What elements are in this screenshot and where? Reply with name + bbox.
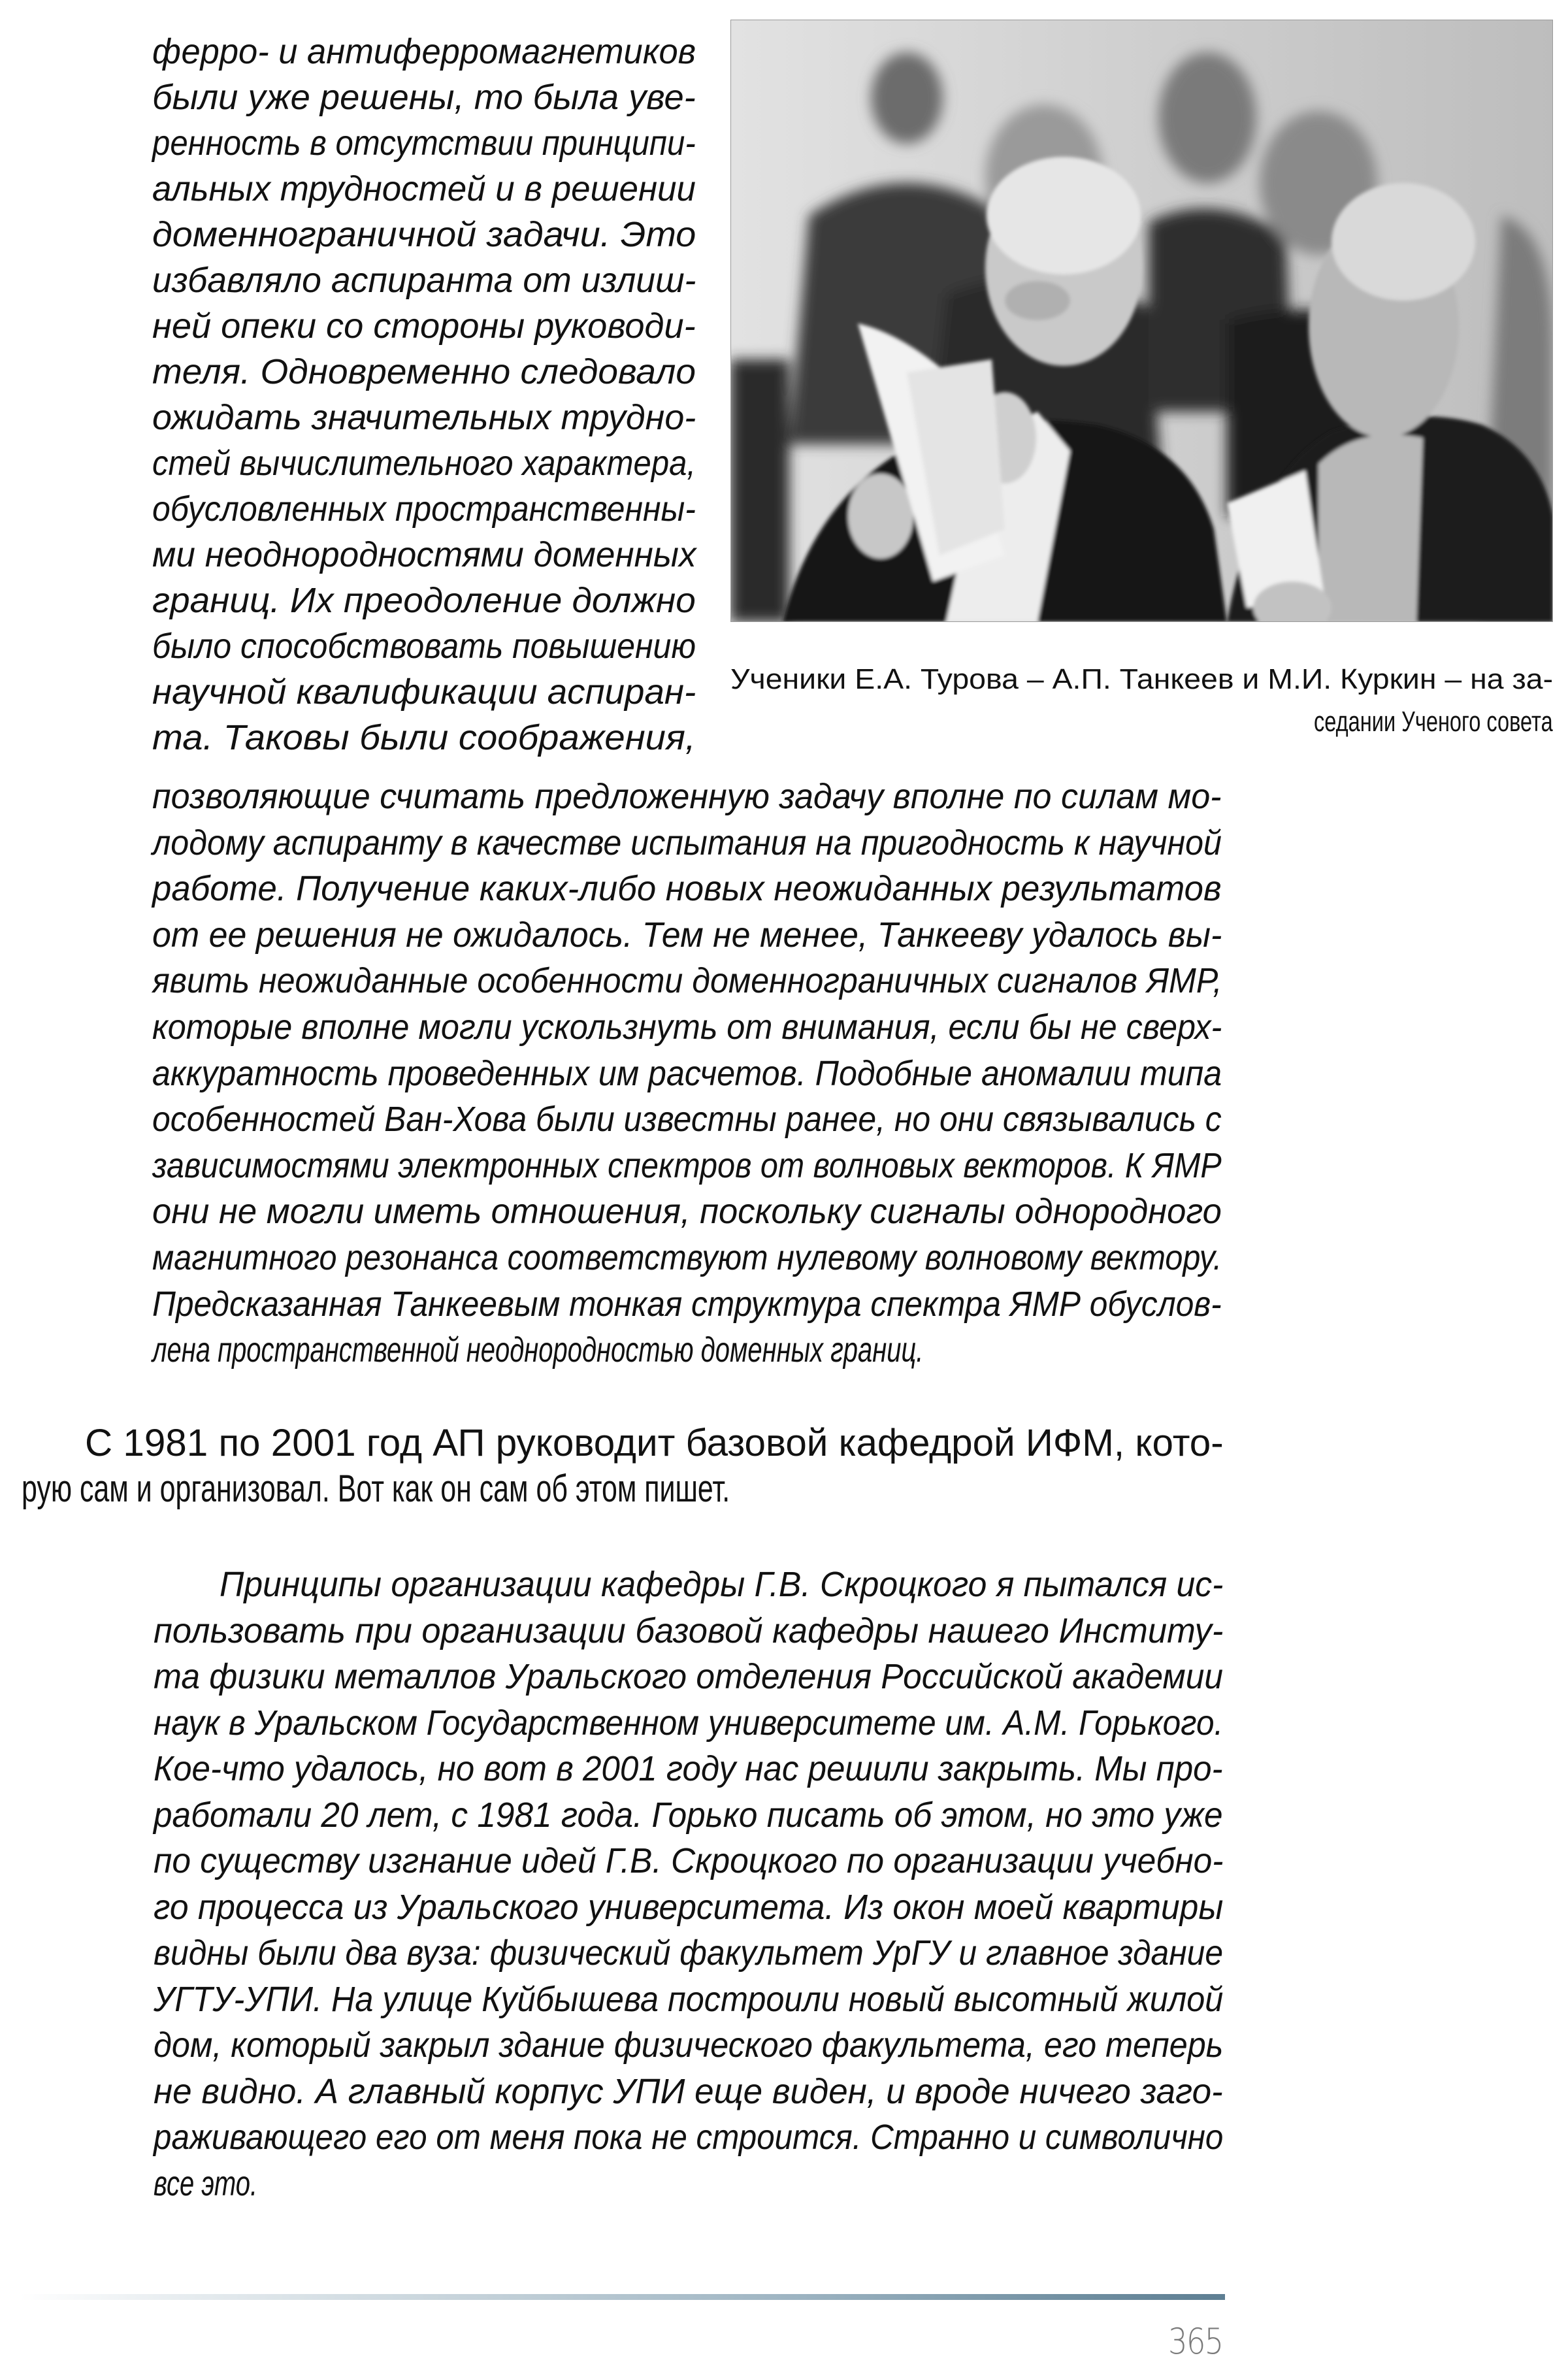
footer-rule [20, 2294, 1225, 2300]
quote-text-line: по существу изгнание идей Г.В. Скроцкого по организации учебно- [154, 1841, 1224, 1880]
quote-text-line: работали 20 лет, с 1981 года. Горько писать об этом, но это уже [154, 1795, 1223, 1835]
quote-text-line: дом, который закрыл здание физического факультета, его теперь [154, 2026, 1224, 2065]
quote-text-line: го процесса из Уральского университета. Из окон моей квартиры [154, 1887, 1224, 1927]
quote-text-line: раживающего его от меня пока не строится. Странно и символично [154, 2118, 1224, 2157]
photo-caption-line-2: седании Ученого совета [1314, 706, 1554, 738]
page-number: 365 [1168, 2321, 1223, 2362]
italic-text-line: работе. Получение каких-либо новых неожиданных результатов [152, 869, 1222, 909]
quote-text-line: видны были два вуза: физический факультет УрГУ и главное здание [154, 1933, 1224, 1973]
narrow-text-line: та. Таковы были соображения, [152, 718, 696, 757]
quote-text-line: пользовать при организации базовой кафедры нашего Институ- [154, 1611, 1224, 1650]
italic-text-line: особенностей Ван-Хова были известны ранее, но они связывались с [152, 1100, 1222, 1140]
narrow-text-line: было способствовать повышению [152, 627, 696, 666]
quote-text-line: Принципы организации кафедры Г.В. Скроцкого я пытался ис- [220, 1565, 1224, 1604]
italic-text-line: Предсказанная Танкеевым тонкая структура спектра ЯМР обуслов- [152, 1284, 1222, 1324]
quote-text-line: наук в Уральском Государственном университете им. А.М. Горького. [154, 1703, 1224, 1743]
photo-caption-line-1: Ученики Е.А. Турова – А.П. Танкеев и М.И. Куркин – на за- [730, 663, 1554, 695]
italic-text-line: лена пространственной неоднородностью доменных границ. [152, 1330, 924, 1370]
italic-text-line: которые вполне могли ускользнуть от внимания, если бы не сверх- [152, 1008, 1222, 1047]
narrow-text-line: теля. Одновременно следовало [152, 352, 696, 391]
italic-text-line: аккуратность проведенных им расчетов. Подобные аномалии типа [152, 1053, 1222, 1093]
narrow-text-line: были уже решены, то была уве- [152, 78, 696, 117]
quote-text-line: та физики металлов Уральского отделения Российской академии [154, 1657, 1224, 1696]
body-text-line: С 1981 по 2001 год АП руководит базовой кафедрой ИФМ, кото- [85, 1422, 1224, 1464]
narrow-text-line: альных трудностей и в решении [152, 169, 696, 208]
body-text-line: рую сам и организовал. Вот как он сам об этом пишет. [22, 1468, 730, 1510]
photo-image [730, 20, 1553, 622]
narrow-text-line: научной квалификации аспиран- [152, 672, 696, 712]
quote-text-line: не видно. А главный корпус УПИ еще виден, и вроде ничего заго- [154, 2071, 1223, 2111]
narrow-text-line: ферро- и антиферромагнетиков [152, 32, 696, 71]
italic-text-line: от ее решения не ожидалось. Тем не менее, Танкееву удалось вы- [152, 915, 1222, 955]
narrow-text-line: стей вычислительного характера, [152, 444, 696, 483]
meeting-photo [730, 20, 1553, 622]
italic-text-line: явить неожиданные особенности доменнограничных сигналов ЯМР, [152, 961, 1222, 1001]
narrow-text-line: границ. Их преодоление должно [152, 581, 696, 620]
italic-text-line: они не могли иметь отношения, поскольку сигналы однородного [152, 1192, 1222, 1232]
narrow-text-line: избавляло аспиранта от излиш- [152, 261, 696, 300]
narrow-text-line: ожидать значительных трудно- [152, 398, 696, 437]
quote-text-line: Кое-что удалось, но вот в 2001 году нас решили закрыть. Мы про- [154, 1749, 1223, 1788]
narrow-text-line: доменнограничной задачи. Это [152, 215, 696, 254]
narrow-text-line: ренность в отсутствии принципи- [152, 123, 696, 163]
italic-text-line: магнитного резонанса соответствуют нулевому волновому вектору. [152, 1238, 1222, 1277]
narrow-text-line: ми неоднородностями доменных [152, 535, 696, 574]
quote-text-line: все это. [154, 2163, 258, 2203]
narrow-text-line: обусловленных пространственны- [152, 489, 696, 529]
quote-text-line: УГТУ-УПИ. На улице Куйбышева построили новый высотный жилой [154, 1979, 1224, 2019]
italic-text-line: позволяющие считать предложенную задачу вполне по силам мо- [152, 777, 1222, 816]
italic-text-line: лодому аспиранту в качестве испытания на пригодность к научной [152, 823, 1222, 862]
italic-text-line: зависимостями электронных спектров от волновых векторов. К ЯМР [152, 1145, 1222, 1185]
narrow-text-line: ней опеки со стороны руководи- [152, 306, 696, 346]
